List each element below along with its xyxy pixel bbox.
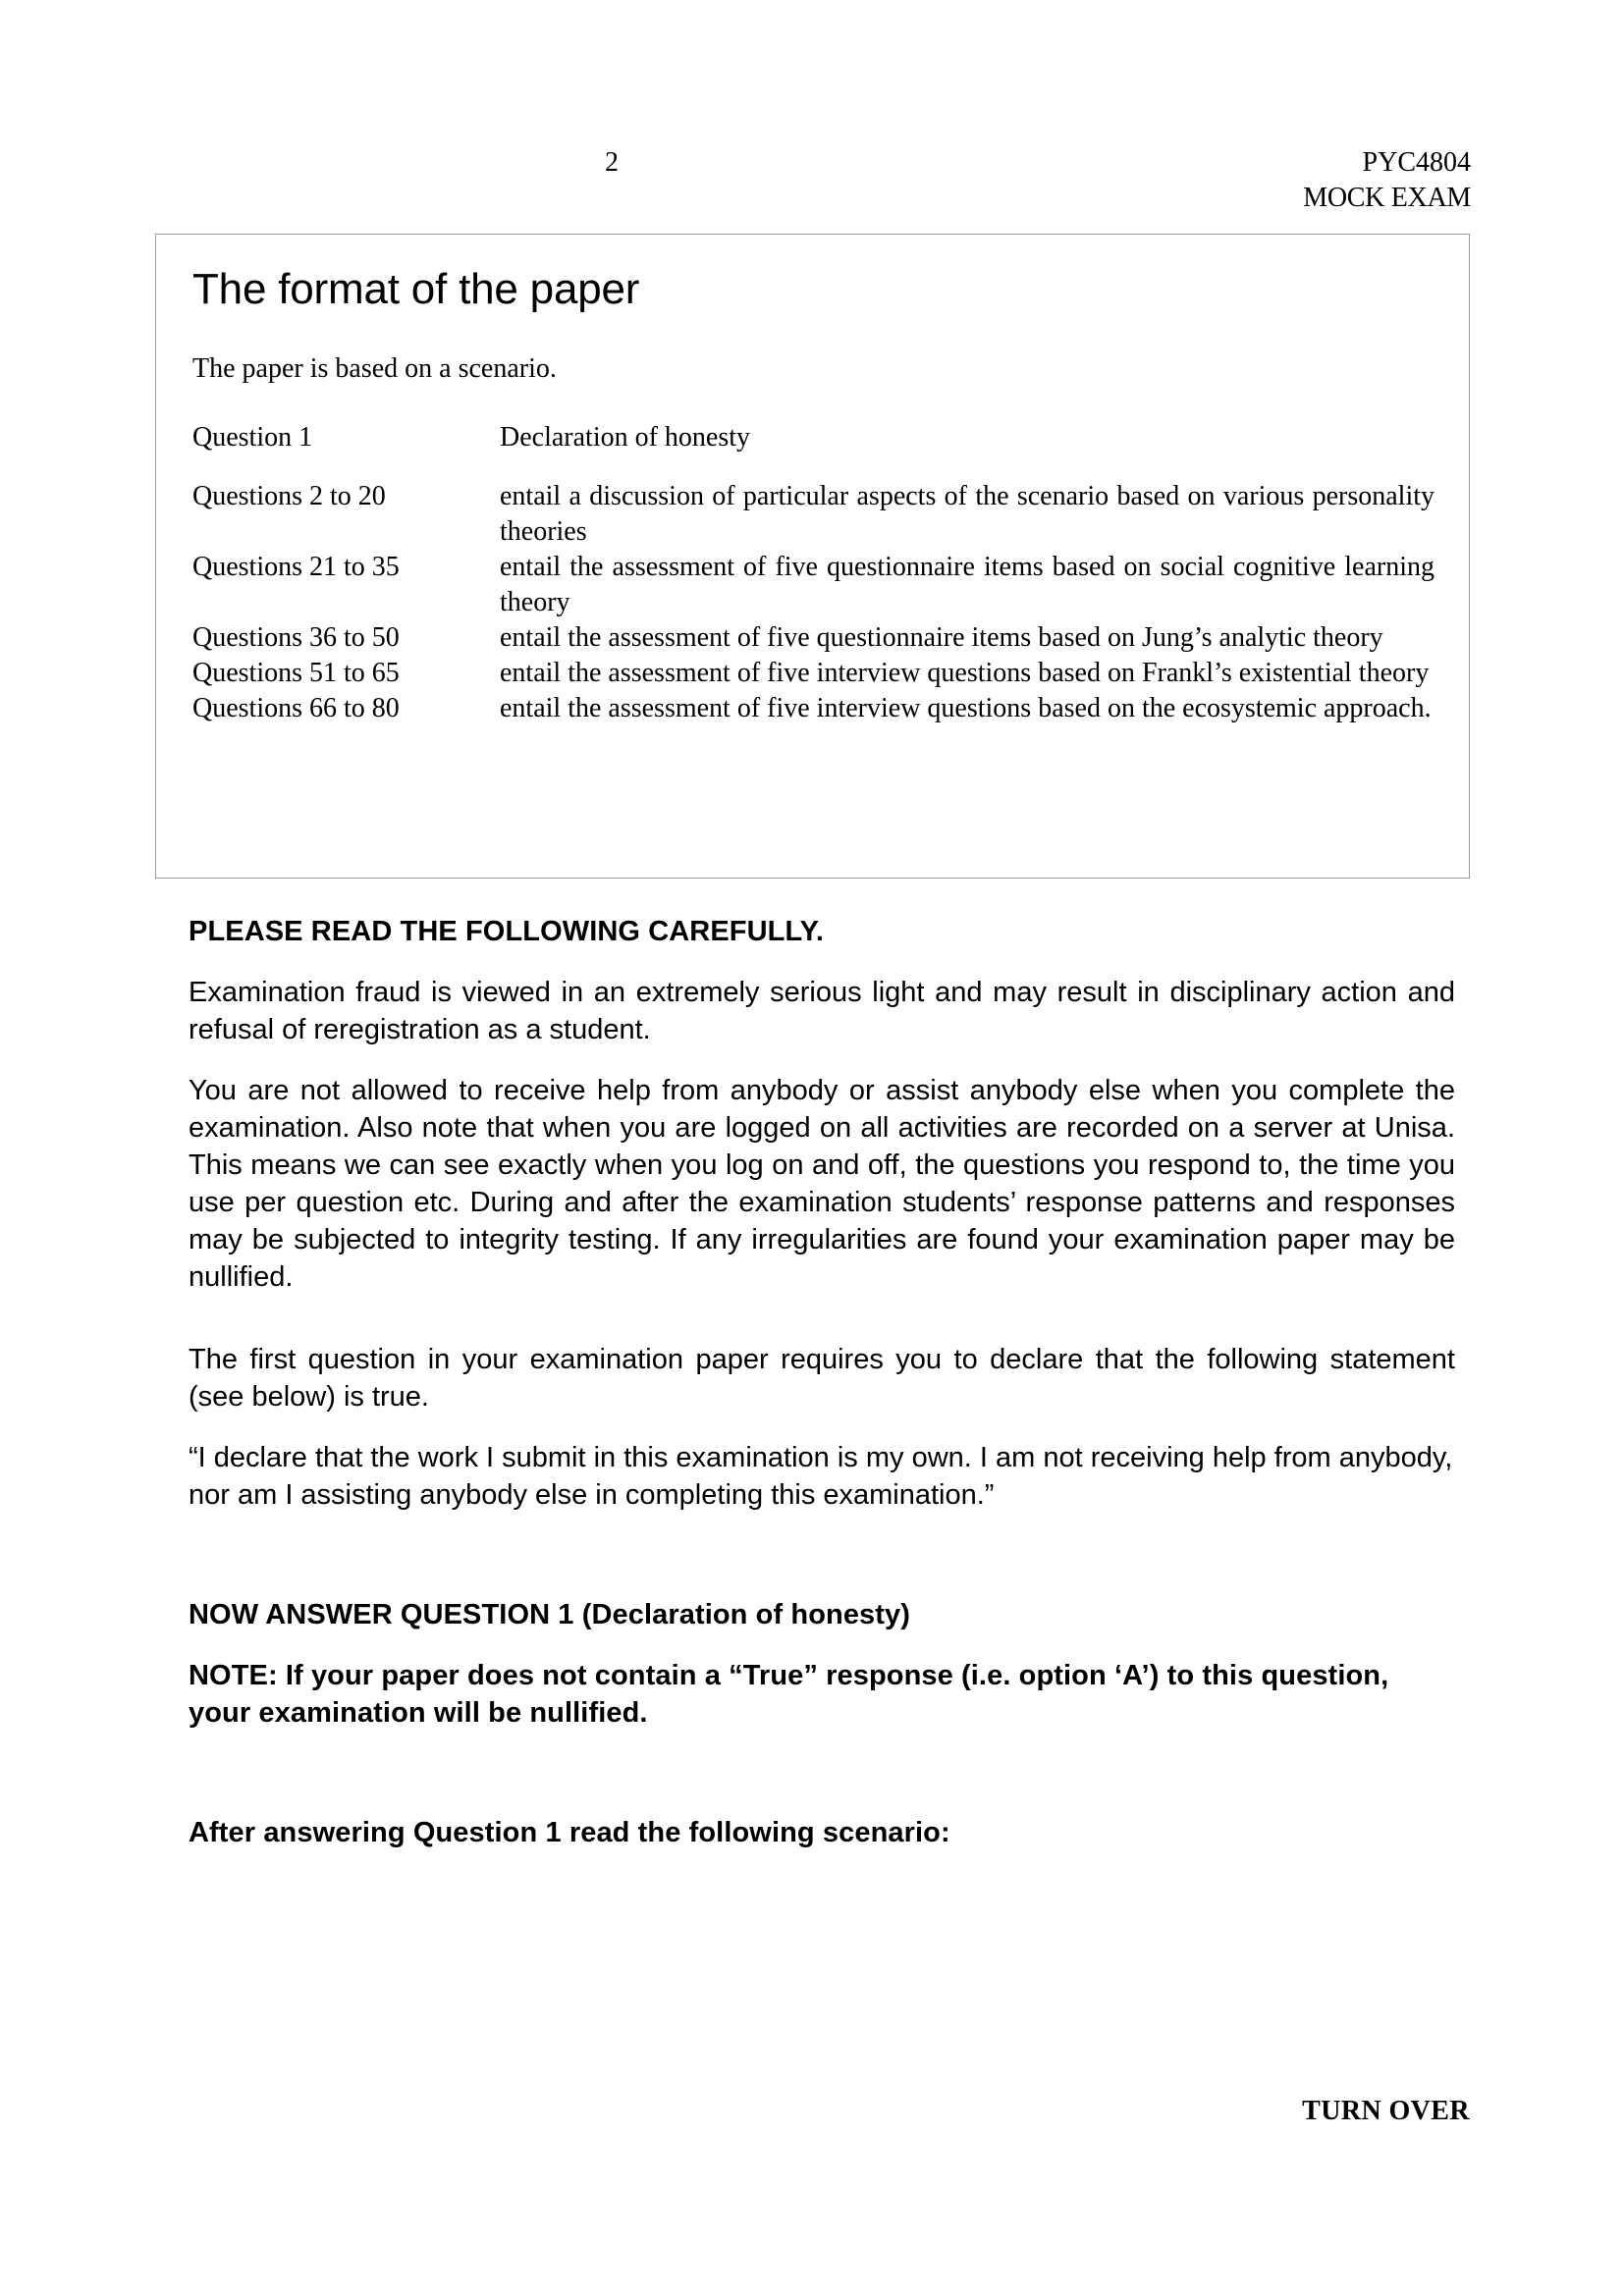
question-row — [192, 550, 1435, 620]
read-carefully-heading: PLEASE READ THE FOLLOWING CAREFULLY. — [189, 916, 824, 947]
first-question-paragraph: The first question in your examination paper requires you to declare that the following statement (see below) is true. — [189, 1344, 1455, 1413]
module-code: PYC4804 — [1362, 147, 1471, 178]
section-spacer — [189, 1537, 1455, 1596]
box-title: The format of the paper — [192, 265, 640, 313]
declaration-quote: “I declare that the work I submit in this examination is my own. I am not receiving help from anybody, nor am I assisting anybody else in completing this examination.” — [189, 1442, 1453, 1511]
question-range-label: Questions 21 to 35 — [192, 552, 400, 582]
question-range-description: entail the assessment of five questionnaire items based on Jung’s analytic theory — [500, 622, 1383, 653]
box-intro-text: The paper is based on a scenario. — [192, 353, 557, 384]
format-of-paper-box — [155, 234, 1470, 879]
question-row — [192, 420, 1435, 455]
examination-fraud-paragraph: Examination fraud is viewed in an extremely serious light and may result in disciplinary action and refusal of reregistration as a student. — [189, 977, 1455, 1045]
instructions-block — [189, 913, 1455, 1875]
question-range-label: Questions 36 to 50 — [192, 622, 400, 653]
monitoring-paragraph: You are not allowed to receive help from anybody or assist anybody else when you complete the examination. Also note that when you are logged on all activities are recorded on a server at Unisa. This means we can see exactly when you log on and off, the questions you respond to, the time you use per question etc. During and after the examination students’ response patterns and responses may be subjected to integrity testing. If any irregularities are found your examination paper may be nullified. — [189, 1075, 1455, 1293]
page-header — [155, 145, 1471, 224]
after-answering-heading: After answering Question 1 read the following scenario: — [189, 1817, 950, 1848]
question-range-label: Question 1 — [192, 422, 313, 453]
row-spacer — [192, 455, 1435, 467]
question-range-label: Questions 51 to 65 — [192, 658, 400, 688]
question-range-label: Questions 2 to 20 — [192, 481, 386, 511]
question-range-description: Declaration of honesty — [500, 422, 751, 453]
question-range-description: entail a discussion of particular aspects of the scenario based on various personality theories — [500, 481, 1435, 547]
row-spacer — [192, 467, 1435, 479]
question-breakdown-list — [192, 420, 1435, 726]
note-heading: NOTE: If your paper does not contain a “True” response (i.e. option ‘A’) to this question, your examination will be nullified. — [189, 1660, 1389, 1729]
question-range-description: entail the assessment of five interview questions based on Frankl’s existential theory — [500, 658, 1430, 688]
question-range-description: entail the assessment of five interview questions based on the ecosystemic approach. — [500, 693, 1432, 723]
question-range-label: Questions 66 to 80 — [192, 693, 400, 723]
question-range-description: entail the assessment of five questionnaire items based on social cognitive learning theory — [500, 552, 1435, 617]
page-number: 2 — [605, 147, 619, 178]
section-spacer — [189, 1755, 1455, 1814]
now-answer-question-heading: NOW ANSWER QUESTION 1 (Declaration of honesty) — [189, 1599, 911, 1630]
exam-label: MOCK EXAM — [1303, 183, 1471, 213]
paragraph-spacer — [189, 1319, 1455, 1341]
turn-over-footer: TURN OVER — [1302, 2096, 1470, 2126]
question-row — [192, 656, 1435, 691]
question-row — [192, 691, 1435, 726]
question-row — [192, 620, 1435, 656]
question-row — [192, 479, 1435, 550]
